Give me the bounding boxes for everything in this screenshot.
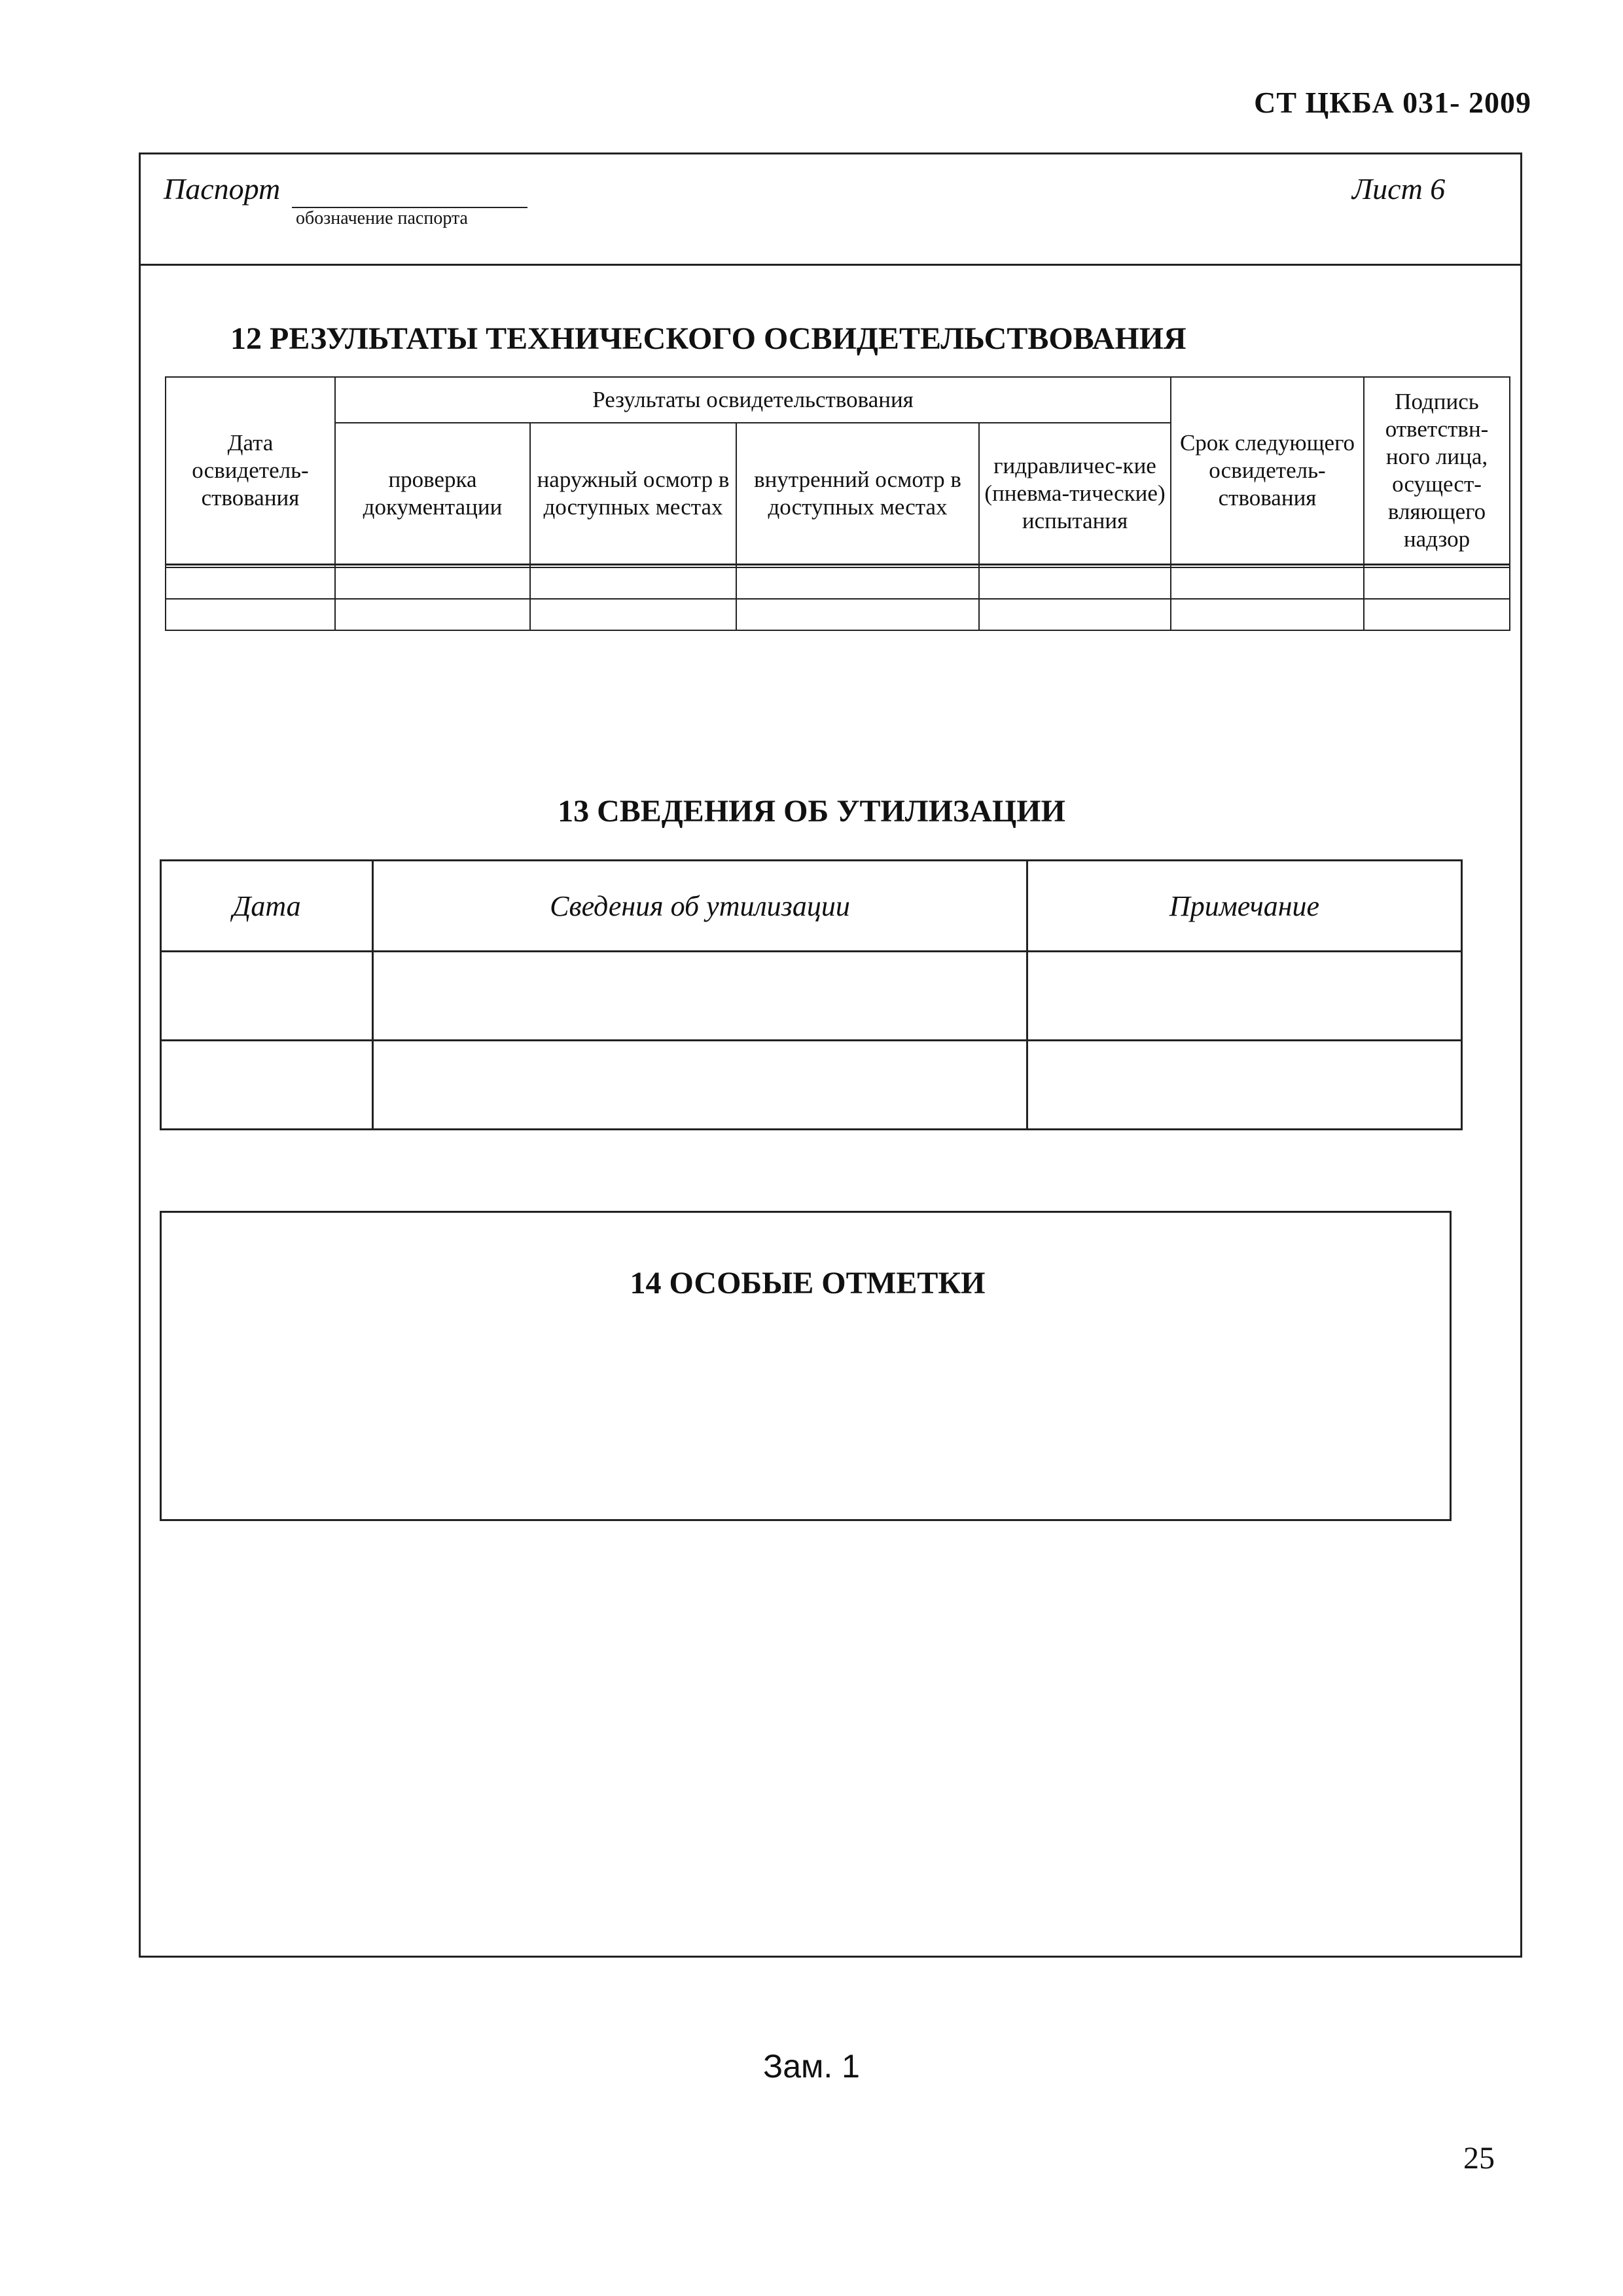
section-13-title: 13 СВЕДЕНИЯ ОБ УТИЛИЗАЦИИ [558,794,1065,829]
table-row [161,952,1462,1041]
sheet-label: Лист 6 [1352,172,1446,206]
section-12-title: 12 РЕЗУЛЬТАТЫ ТЕХНИЧЕСКОГО ОСВИДЕТЕЛЬСТВОВАНИЯ [230,321,1186,356]
section-14-title: 14 ОСОБЫЕ ОТМЕТКИ [630,1266,986,1300]
col-signature: Подпись ответствн-ного лица, осущест-вляющего надзор [1364,377,1510,564]
table-row [161,1041,1462,1130]
page-number: 25 [1463,2141,1495,2176]
disposal-table [160,859,1463,1130]
col-inspection-date: Дата освидетель-ствования [166,377,335,564]
inspection-results-table [165,376,1510,631]
standard-code: СТ ЦКБА 031- 2009 [1254,86,1531,119]
table-row [166,599,1510,630]
table-row [166,567,1510,599]
col-disposal-note: Примечание [1027,861,1462,952]
passport-label: Паспорт [164,172,281,206]
col-disposal-date: Дата [161,861,373,952]
col-document-check: проверка документации [335,423,530,564]
col-internal-inspection: внутренний осмотр в доступных местах [736,423,979,564]
header-divider [139,264,1522,266]
col-next-inspection: Срок следующего освидетель-ствования [1171,377,1364,564]
col-hydraulic-test: гидравличес-кие (пневма-тические) испытания [979,423,1171,564]
col-external-inspection: наружный осмотр в доступных местах [530,423,736,564]
passport-designation-caption: обозначение паспорта [296,208,468,228]
change-note: Зам. 1 [763,2048,860,2085]
special-notes-box [160,1211,1452,1521]
col-disposal-info: Сведения об утилизации [373,861,1027,952]
col-group-results: Результаты освидетельствования [335,377,1171,423]
